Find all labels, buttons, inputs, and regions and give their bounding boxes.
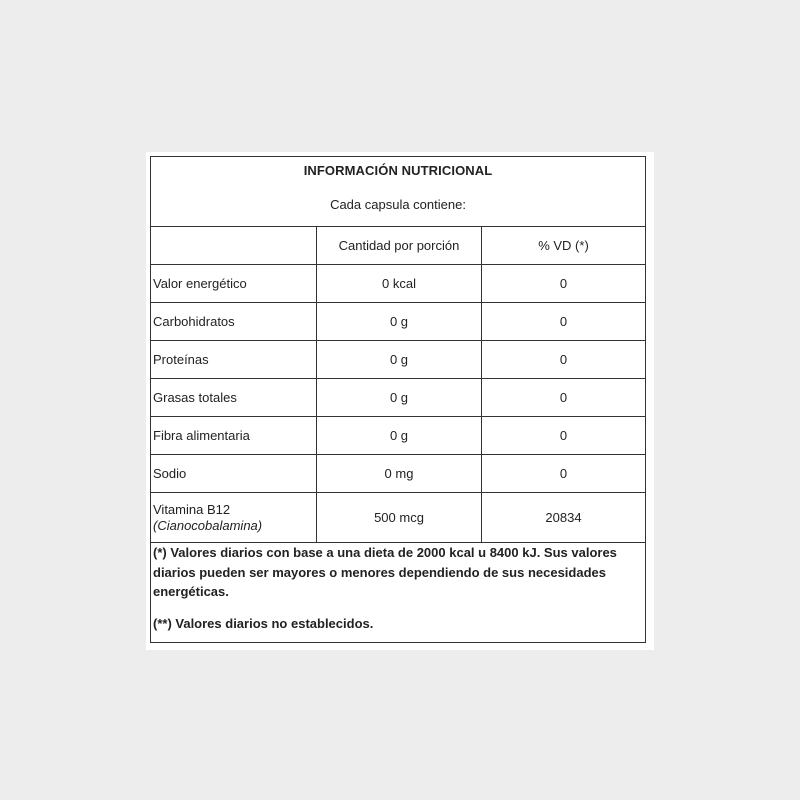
header-row xyxy=(151,227,645,265)
nutrient-amount: 0 mg xyxy=(317,455,482,492)
header-dv: % VD (*) xyxy=(538,238,589,253)
nutrient-amount: 0 g xyxy=(317,417,482,454)
nutrient-dv: 0 xyxy=(559,276,568,291)
nutrient-dv: 0 xyxy=(559,314,568,329)
nutrient-dv: 0 xyxy=(559,390,568,405)
nutrient-name: Carbohidratos xyxy=(151,303,317,340)
table-subtitle: Cada capsula contiene: xyxy=(330,197,466,212)
nutrient-name: Grasas totales xyxy=(151,379,317,416)
nutrition-grid xyxy=(151,227,645,543)
table-row xyxy=(151,493,645,543)
nutrient-name-cell xyxy=(151,493,317,542)
nutrient-amount: 0 g xyxy=(317,341,482,378)
table-row xyxy=(151,417,645,455)
table-row xyxy=(151,341,645,379)
nutrition-table xyxy=(150,156,646,643)
nutrient-amount: 0 kcal xyxy=(317,265,482,302)
footnote-daily-values: (*) Valores diarios con base a una dieta de 2000 kcal u 8400 kJ. Sus valores diarios pueden ser mayores o menores dependiendo de sus necesidades energéticas. xyxy=(153,545,617,599)
nutrient-name: Sodio xyxy=(151,455,317,492)
table-row xyxy=(151,455,645,493)
nutrient-dv: 0 xyxy=(559,466,568,481)
table-title: INFORMACIÓN NUTRICIONAL xyxy=(303,163,493,178)
nutrient-name: Proteínas xyxy=(151,341,317,378)
table-row xyxy=(151,379,645,417)
nutrient-dv: 0 xyxy=(559,352,568,367)
nutrition-label xyxy=(146,152,654,650)
nutrient-name: Fibra alimentaria xyxy=(151,417,317,454)
nutrient-amount: 0 g xyxy=(317,303,482,340)
footnote-not-established: (**) Valores diarios no establecidos. xyxy=(153,615,374,631)
footnotes xyxy=(153,543,639,633)
nutrient-name: Vitamina B12 xyxy=(153,501,231,517)
nutrient-dv: 20834 xyxy=(545,510,582,525)
nutrient-amount: 0 g xyxy=(317,379,482,416)
header-nutrient xyxy=(151,227,317,264)
title-row xyxy=(151,157,645,227)
table-row xyxy=(151,265,645,303)
nutrient-dv: 0 xyxy=(559,428,568,443)
nutrient-amount: 500 mcg xyxy=(317,493,482,542)
header-amount: Cantidad por porción xyxy=(317,227,482,264)
nutrient-subname: (Cianocobalamina) xyxy=(153,517,263,533)
table-row xyxy=(151,303,645,341)
nutrient-name: Valor energético xyxy=(151,265,317,302)
